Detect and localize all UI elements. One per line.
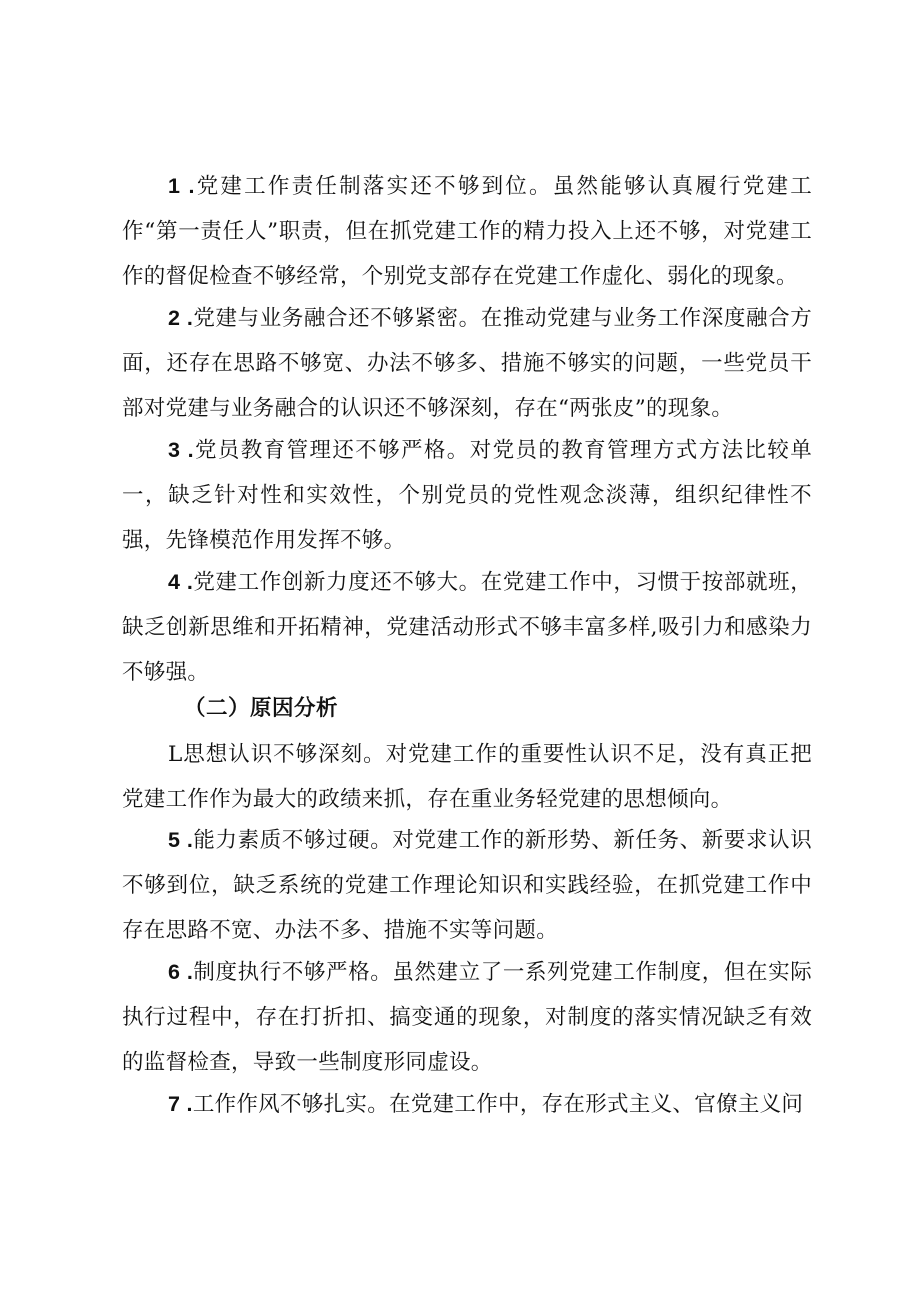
section-heading: （二）原因分析 (184, 696, 339, 721)
problem-paragraph-4 (122, 560, 812, 695)
paragraph-text: 党建与业务融合还不够紧密。在推动党建与业务工作深度融合方面，还存在思路不够宽、办法不够多、措施不够实的问题，一些党员干部对党建与业务融合的认识还不够深刻，存在“两张皮”的现象。 (122, 306, 812, 421)
problem-paragraph-2 (122, 296, 812, 431)
problem-paragraph-1 (122, 164, 812, 299)
paragraph-number: 7 . (168, 1092, 193, 1116)
paragraph-text: 思想认识不够深刻。对党建工作的重要性认识不足，没有真正把党建工作作为最大的政绩来抓，存在重业务轻党建的思想倾向。 (122, 742, 812, 812)
paragraph-number: 3 . (168, 438, 194, 462)
paragraph-number: 5 . (168, 828, 194, 852)
paragraph-number: 1 . (168, 174, 195, 198)
problem-paragraph-3 (122, 428, 812, 563)
paragraph-number: L (168, 742, 183, 767)
paragraph-number: 6 . (168, 960, 194, 984)
paragraph-number: 4 . (168, 570, 194, 594)
cause-paragraph-1 (122, 732, 812, 822)
cause-paragraph-2 (122, 818, 812, 953)
paragraph-text: 工作作风不够扎实。在党建工作中，存在形式主义、官僚主义问 (192, 1092, 804, 1117)
paragraph-number: 2 . (168, 306, 194, 330)
cause-paragraph-3 (122, 950, 812, 1085)
paragraph-text: 能力素质不够过硬。对党建工作的新形势、新任务、新要求认识不够到位，缺乏系统的党建工作理论知识和实践经验，在抓党建工作中存在思路不宽、办法不多、措施不实等问题。 (122, 828, 812, 943)
paragraph-text: 制度执行不够严格。虽然建立了一系列党建工作制度，但在实际执行过程中，存在打折扣、搞变通的现象，对制度的落实情况缺乏有效的监督检查，导致一些制度形同虚设。 (122, 960, 812, 1075)
paragraph-text: 党员教育管理还不够严格。对党员的教育管理方式方法比较单一，缺乏针对性和实效性，个别党员的党性观念淡薄，组织纪律性不强，先锋模范作用发挥不够。 (122, 438, 812, 553)
cause-paragraph-4 (122, 1082, 812, 1127)
paragraph-text: 党建工作责任制落实还不够到位。虽然能够认真履行党建工作“第一责任人”职责，但在抓党建工作的精力投入上还不够，对党建工作的督促检查不够经常，个别党支部存在党建工作虚化、弱化的现象。 (122, 174, 812, 289)
paragraph-text: 党建工作创新力度还不够大。在党建工作中，习惯于按部就班，缺乏创新思维和开拓精神，党建活动形式不够丰富多样,吸引力和感染力不够强。 (122, 570, 812, 685)
